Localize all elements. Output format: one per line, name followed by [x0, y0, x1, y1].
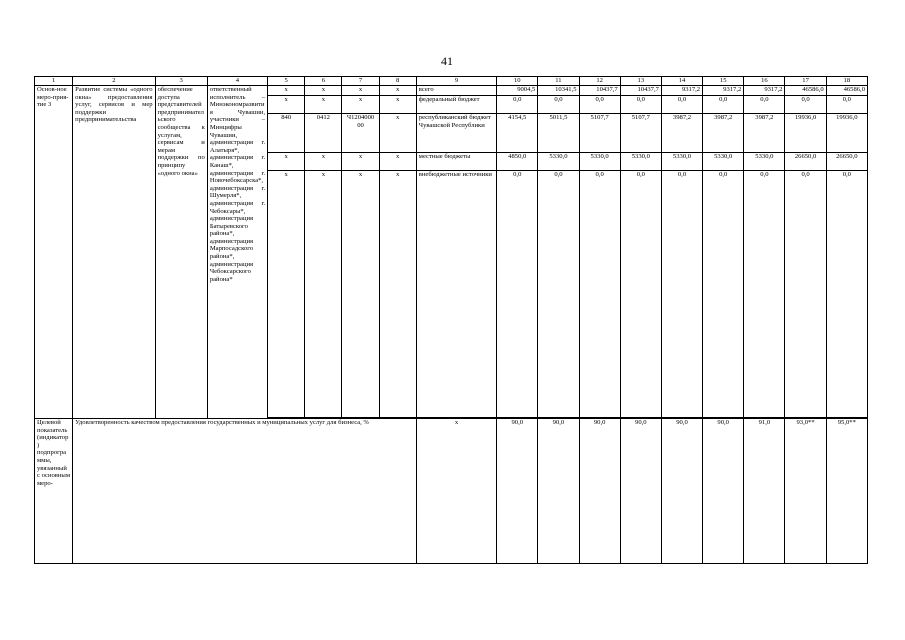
value-cell: 26650,0 — [785, 153, 826, 171]
value-cell: 0,0 — [785, 96, 826, 114]
value-cell: 9317,2 — [703, 86, 744, 96]
target-value-cell: 90,0 — [579, 419, 620, 564]
value-cell: 26650,0 — [826, 153, 867, 171]
target-value-cell: 90,0 — [661, 419, 702, 564]
source-cell: республиканский бюджет Чувашской Республики — [416, 114, 496, 153]
value-cell: 10437,7 — [579, 86, 620, 96]
target-text-cell: Удовлетворенность качеством предоставления государственных и муниципальных услуг для бизнеса, % — [73, 419, 417, 564]
source-cell: всего — [416, 86, 496, 96]
value-cell: 0,0 — [785, 171, 826, 418]
code-cell: x — [342, 96, 379, 114]
value-cell: 0,0 — [744, 171, 785, 418]
code-cell: 840 — [268, 114, 305, 153]
value-cell: 3987,2 — [661, 114, 702, 153]
value-cell: 5330,0 — [703, 153, 744, 171]
value-cell: 0,0 — [826, 96, 867, 114]
header-cell: 11 — [538, 77, 579, 86]
value-cell: 19936,0 — [826, 114, 867, 153]
target-value-cell: 90,0 — [703, 419, 744, 564]
value-cell: 0,0 — [579, 96, 620, 114]
value-cell: 5011,5 — [538, 114, 579, 153]
value-cell: 0,0 — [497, 171, 538, 418]
code-cell: x — [268, 96, 305, 114]
source-cell: местные бюджеты — [416, 153, 496, 171]
value-cell: 0,0 — [703, 171, 744, 418]
value-cell: 0,0 — [703, 96, 744, 114]
value-cell: 5330,0 — [620, 153, 661, 171]
value-cell: 0,0 — [661, 96, 702, 114]
code-cell: x — [342, 153, 379, 171]
code-cell: x — [268, 86, 305, 96]
value-cell: 0,0 — [579, 171, 620, 418]
target-value-cell: 95,0** — [826, 419, 867, 564]
value-cell: 0,0 — [744, 96, 785, 114]
value-cell: 0,0 — [620, 171, 661, 418]
header-cell: 16 — [744, 77, 785, 86]
value-cell: 9317,2 — [744, 86, 785, 96]
code-cell: Ч1204000 00 — [342, 114, 379, 153]
target-value-cell: 90,0 — [538, 419, 579, 564]
value-cell: 5330,0 — [579, 153, 620, 171]
code-cell: x — [268, 153, 305, 171]
value-cell: 4850,0 — [497, 153, 538, 171]
value-cell: 46586,0 — [826, 86, 867, 96]
value-cell: 0,0 — [497, 96, 538, 114]
code-cell: x — [342, 86, 379, 96]
value-cell: 5107,7 — [620, 114, 661, 153]
target-value-cell: 91,0 — [744, 419, 785, 564]
value-cell: 0,0 — [538, 96, 579, 114]
header-cell: 12 — [579, 77, 620, 86]
value-cell: 19936,0 — [785, 114, 826, 153]
value-cell: 0,0 — [538, 171, 579, 418]
header-cell: 14 — [661, 77, 702, 86]
header-cell: 13 — [620, 77, 661, 86]
code-cell: x — [305, 153, 342, 171]
header-cell: 15 — [703, 77, 744, 86]
source-cell: внебюджетные источники — [416, 171, 496, 418]
header-cell: 2 — [73, 77, 155, 86]
target-value-cell: 90,0 — [620, 419, 661, 564]
table-row — [35, 86, 868, 96]
value-cell: 5330,0 — [744, 153, 785, 171]
value-cell: 5330,0 — [538, 153, 579, 171]
header-cell: 4 — [207, 77, 267, 86]
code-cell: x — [305, 86, 342, 96]
header-cell: 3 — [155, 77, 207, 86]
event-type-cell: Основ-ное меро-прия-тие 3 — [35, 86, 73, 419]
header-cell: 18 — [826, 77, 867, 86]
value-cell: 0,0 — [661, 171, 702, 418]
event-goal-cell: обеспечение доступа представителей предпринимательского сообщества к услугам, сервисам и мерам поддержки по принципу «одного окна» — [155, 86, 207, 419]
header-row — [35, 77, 868, 86]
target-value-cell: 93,0** — [785, 419, 826, 564]
value-cell: 10341,5 — [538, 86, 579, 96]
code-cell: x — [342, 171, 379, 418]
header-cell: 6 — [305, 77, 342, 86]
value-cell: 5107,7 — [579, 114, 620, 153]
value-cell: 4154,5 — [497, 114, 538, 153]
target-value-cell: 90,0 — [497, 419, 538, 564]
code-cell: 0412 — [305, 114, 342, 153]
header-cell: 9 — [416, 77, 496, 86]
code-cell: x — [379, 96, 416, 114]
value-cell: 0,0 — [826, 171, 867, 418]
target-x-cell: x — [416, 419, 496, 564]
source-cell: федеральный бюджет — [416, 96, 496, 114]
header-cell: 10 — [497, 77, 538, 86]
header-cell: 5 — [268, 77, 305, 86]
value-cell: 0,0 — [620, 96, 661, 114]
budget-table — [34, 76, 868, 564]
code-cell: x — [379, 171, 416, 418]
value-cell: 46586,0 — [785, 86, 826, 96]
header-cell: 17 — [785, 77, 826, 86]
value-cell: 10437,7 — [620, 86, 661, 96]
target-row — [35, 419, 868, 564]
code-cell: x — [379, 114, 416, 153]
header-cell: 7 — [342, 77, 379, 86]
event-executor-cell: ответственный исполнитель – Минэкономразвития Чувашии, участники – Минцифры Чувашии, администрация г. Алатыря*, администрация г. Канаш*, администрация г. Новочебоксарска*, администрация г. Шумерля*, администрация г. Чебоксары*, администрация Батыревского района*, администрация Марпосадского района*, администрация Чебоксарского района* — [207, 86, 267, 419]
code-cell: x — [379, 86, 416, 96]
value-cell: 5330,0 — [661, 153, 702, 171]
code-cell: x — [305, 96, 342, 114]
value-cell: 3987,2 — [703, 114, 744, 153]
header-cell: 8 — [379, 77, 416, 86]
code-cell: x — [268, 171, 305, 418]
code-cell: x — [305, 171, 342, 418]
page-number: 41 — [441, 54, 453, 68]
event-name-cell: Развитие системы «одного окна» предоставления услуг, сервисов и мер поддержки предпринимательства — [73, 86, 155, 419]
code-cell: x — [379, 153, 416, 171]
value-cell: 3987,2 — [744, 114, 785, 153]
target-type-cell: Целевой показатель (индикатор) подпрограммы, увязанный с основным меро- — [35, 419, 73, 564]
value-cell: 9004,5 — [497, 86, 538, 96]
value-cell: 9317,2 — [661, 86, 702, 96]
header-cell: 1 — [35, 77, 73, 86]
